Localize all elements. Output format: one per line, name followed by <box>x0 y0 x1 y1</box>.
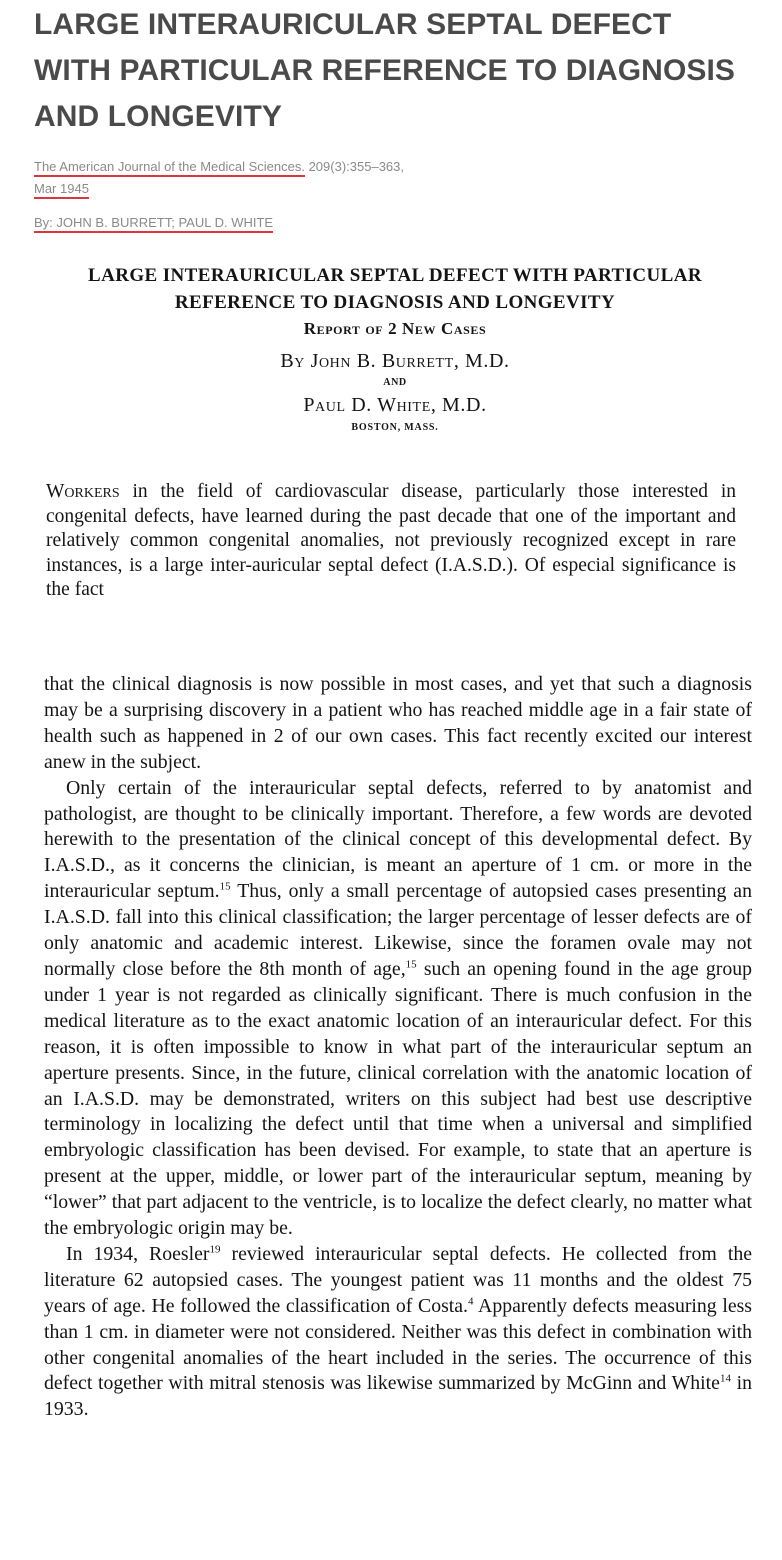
citation <box>34 156 504 200</box>
scan-and: AND <box>383 377 407 388</box>
body-paragraph-3 <box>44 1242 752 1423</box>
p3-part-a: In 1934, Roesler <box>66 1242 210 1265</box>
p2-part-c: such an opening found in the age group under 1 year is not regarded as clinically significant. There is much confusion in the medical literature as to the exact anatomic location of an interauricular defect. For this reason, it is often impossible to know in what part of the interauricular septum an aperture presents. Since, in the future, clinical correlation with the anatomic location of an I.A.S.D. may be demonstrated, writers on this subject had best use descriptive terminology in localizing the defect until that time when a universal and simplified embryologic classification has been devised. For example, to state that an aperture is present at the upper, middle, or lower part of the interauricular septum, meaning by “lower” that part adjacent to the ventricle, is to localize the defect clearly, no matter what the embryologic origin may be. <box>44 957 752 1240</box>
p2-part-b: Thus, only a small percentage of autopsied cases presenting an I.A.S.D. fall into this clinical classification; the larger percentage of lesser defects are of only anatomic and academic interest. Likewise, since the foramen ovale may not normally close before the 8th month of age, <box>44 880 752 980</box>
body-paragraph-2 <box>44 776 752 1242</box>
reference-15b: 15 <box>405 958 417 971</box>
authors-line <box>34 213 273 233</box>
scan-title-line-2: REFERENCE TO DIAGNOSIS AND LONGEVITY <box>174 292 616 313</box>
p3-part-d: in 1933. <box>44 1372 752 1421</box>
publication-date-link[interactable]: Mar 1945 <box>34 181 89 199</box>
scan-author-2: Paul D. White, M.D. <box>303 394 487 416</box>
article-title: LARGE INTERAURICULAR SEPTAL DEFECT WITH PARTICULAR REFERENCE TO DIAGNOSIS AND LONGEVITY <box>34 8 736 133</box>
p3-part-c: Apparently defects measuring less than 1 cm. in diameter were not considered. Neither was this defect in combination with other congenital anomalies of the heart included in the series. The occurrence of this defect together with mitral stenosis was likewise summarized by McGinn and White <box>44 1294 752 1395</box>
intro-paragraph <box>46 480 736 603</box>
scan-subtitle: Report of 2 New Cases <box>303 319 487 338</box>
intro-text: in the field of cardiovascular disease, particularly those interested in congenital defects, have learned during the past decade that one of the important and relatively common congenital anomalies, not previously recognized except in rare instances, is a large inter-auricular septal defect (I.A.S.D.). Of especial significance is the fact <box>46 481 736 601</box>
body-text <box>44 672 752 1423</box>
scan-title <box>30 262 760 316</box>
volume-pages: 209(3):355–363, <box>304 159 404 174</box>
p3-part-b: reviewed interauricular septal defects. He collected from the literature 62 autopsied cases. The youngest patient was 11 months and the oldest 75 years of age. He followed the classification of Costa. <box>44 1242 752 1317</box>
reference-14: 14 <box>719 1372 731 1385</box>
reference-4: 4 <box>468 1295 474 1308</box>
scan-title-line-1: LARGE INTERAURICULAR SEPTAL DEFECT WITH PARTICULAR <box>88 265 702 286</box>
reference-15a: 15 <box>219 880 231 893</box>
authors-names: JOHN B. BURRETT; PAUL D. WHITE <box>56 215 274 230</box>
intro-lead-word: Workers <box>46 481 120 502</box>
scan-place: BOSTON, MASS. <box>351 422 439 433</box>
scanned-page-header <box>30 262 760 436</box>
journal-link[interactable]: The American Journal of the Medical Sciences. <box>34 159 305 177</box>
p2-part-a: Only certain of the interauricular septal defects, referred to by anatomist and pathologist, are thought to be clinically important. Therefore, a few words are devoted herewith to the presentation of the clinical concept of this developmental defect. By I.A.S.D., as it concerns the clinician, is meant an aperture of 1 cm. or more in the interauricular septum. <box>44 776 752 903</box>
by-label: By: <box>34 215 57 230</box>
body-paragraph-1: that the clinical diagnosis is now possible in most cases, and yet that such a diagnosis may be a surprising discovery in a patient who has reached middle age in a fair state of health such as happened in 2 of our own cases. This fact recently excited our interest anew in the subject. <box>44 673 752 773</box>
reference-19: 19 <box>209 1243 221 1256</box>
authors-link[interactable] <box>34 215 273 233</box>
scan-author-1: By John B. Burrett, M.D. <box>280 350 510 372</box>
